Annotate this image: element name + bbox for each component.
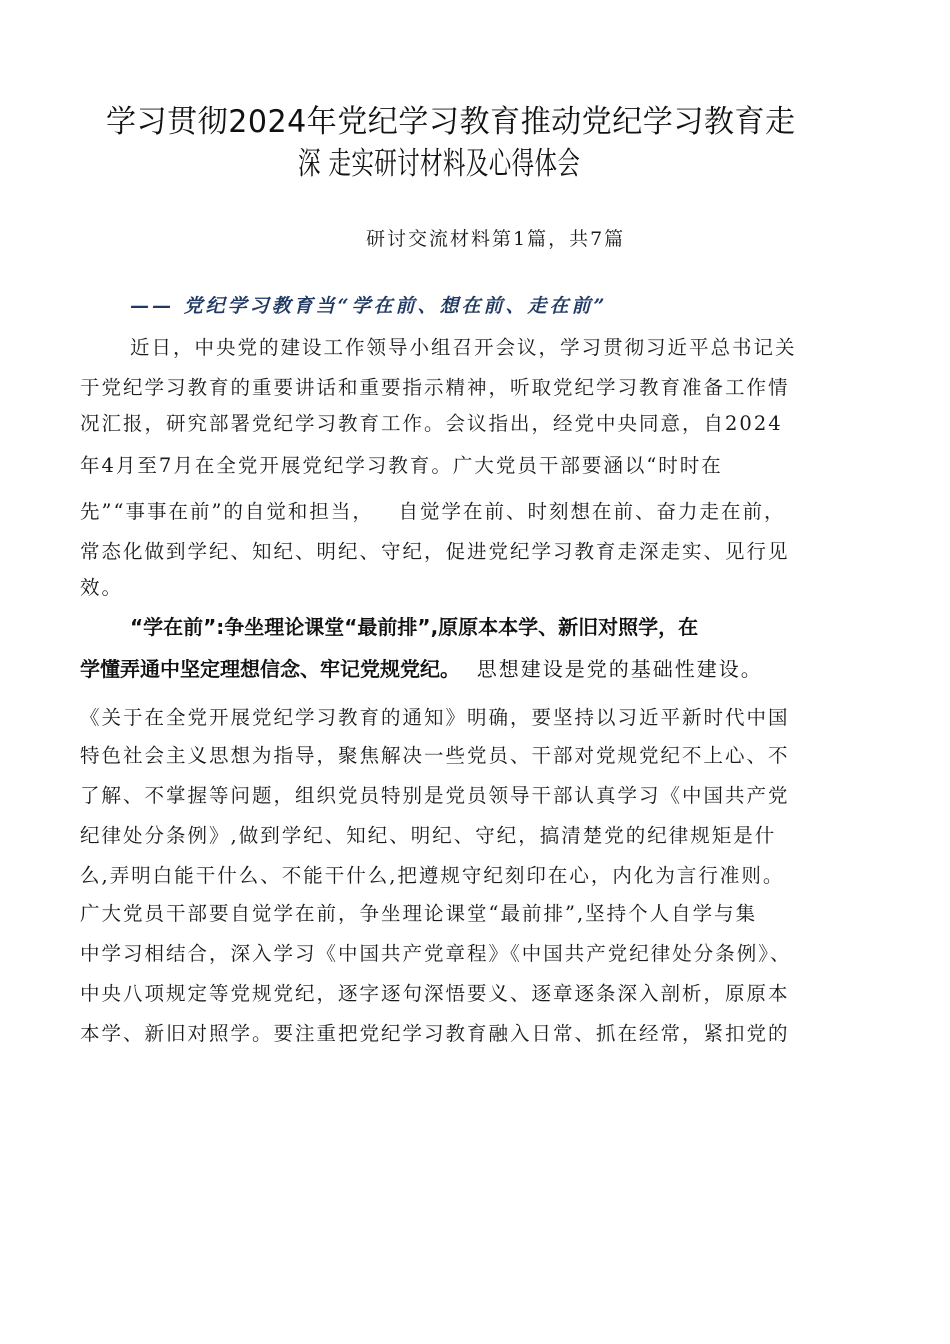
paragraph-2-line: 中央八项规定等党规党纪，逐字逐句深悟要义、逐章逐条深入剖析，原原本: [80, 982, 790, 1005]
paragraph-1-line: 年4月至7月在全党开展党纪学习教育。广大党员干部要涵以“时时在: [80, 454, 723, 477]
paragraph-2-line: 本学、新旧对照学。要注重把党纪学习教育融入日常、抓在经常，紧扣党的: [80, 1022, 790, 1045]
document-subtitle: 研讨交流材料第1篇，共7篇: [366, 228, 626, 250]
paragraph-1-line: 先”“事事在前”的自觉和担当， 自觉学在前、时刻想在前、奋力走在前，: [80, 500, 786, 523]
paragraph-1-line: 近日，中央党的建设工作领导小组召开会议，学习贯彻习近平总书记关: [130, 336, 797, 359]
paragraph-2-line: 了解、不掌握等问题，组织党员特别是党员领导干部认真学习《中国共产党: [80, 784, 790, 807]
section-heading: —— 党纪学习教育当“学在前、想在前、走在前”: [130, 295, 608, 317]
bold-heading-text: 学懂弄通中坚定理想信念、牢记党规党纪。: [80, 657, 460, 681]
bold-heading-line-2: [80, 653, 763, 682]
bold-heading-line-1: “学在前”:争坐理论课堂“最前排”,原原本本学、新旧对照学，在: [130, 615, 699, 639]
paragraph-1-line: 况汇报，研究部署党纪学习教育工作。会议指出，经党中央同意，自2024: [80, 412, 783, 435]
inline-normal-text: 思想建设是党的基础性建设。: [460, 657, 763, 681]
paragraph-1-line: 于党纪学习教育的重要讲话和重要指示精神，听取党纪学习教育准备工作情: [80, 376, 790, 399]
document-title-line-2: 深 走实研讨材料及心得体会: [298, 146, 581, 182]
paragraph-2-line: 广大党员干部要自觉学在前，争坐理论课堂“最前排”,坚持个人自学与集: [80, 902, 758, 925]
paragraph-1-line: 效。: [80, 576, 124, 599]
paragraph-2-line: 中学习相结合，深入学习《中国共产党章程》《中国共产党纪律处分条例》、: [80, 942, 792, 965]
paragraph-2-line: 纪律处分条例》,做到学纪、知纪、明纪、守纪，搞清楚党的纪律规矩是什: [80, 824, 777, 847]
paragraph-1-line: 常态化做到学纪、知纪、明纪、守纪，促进党纪学习教育走深走实、见行见: [80, 540, 790, 563]
paragraph-2-line: 《关于在全党开展党纪学习教育的通知》明确，要坚持以习近平新时代中国: [80, 706, 790, 729]
document-title-line-1: 学习贯彻2024年党纪学习教育推动党纪学习教育走: [106, 104, 796, 140]
paragraph-2-line: 么,弄明白能干什么、不能干什么,把遵规守纪刻印在心，内化为言行准则。: [80, 864, 785, 887]
paragraph-2-line: 特色社会主义思想为指导，聚焦解决一些党员、干部对党规党纪不上心、不: [80, 744, 790, 767]
